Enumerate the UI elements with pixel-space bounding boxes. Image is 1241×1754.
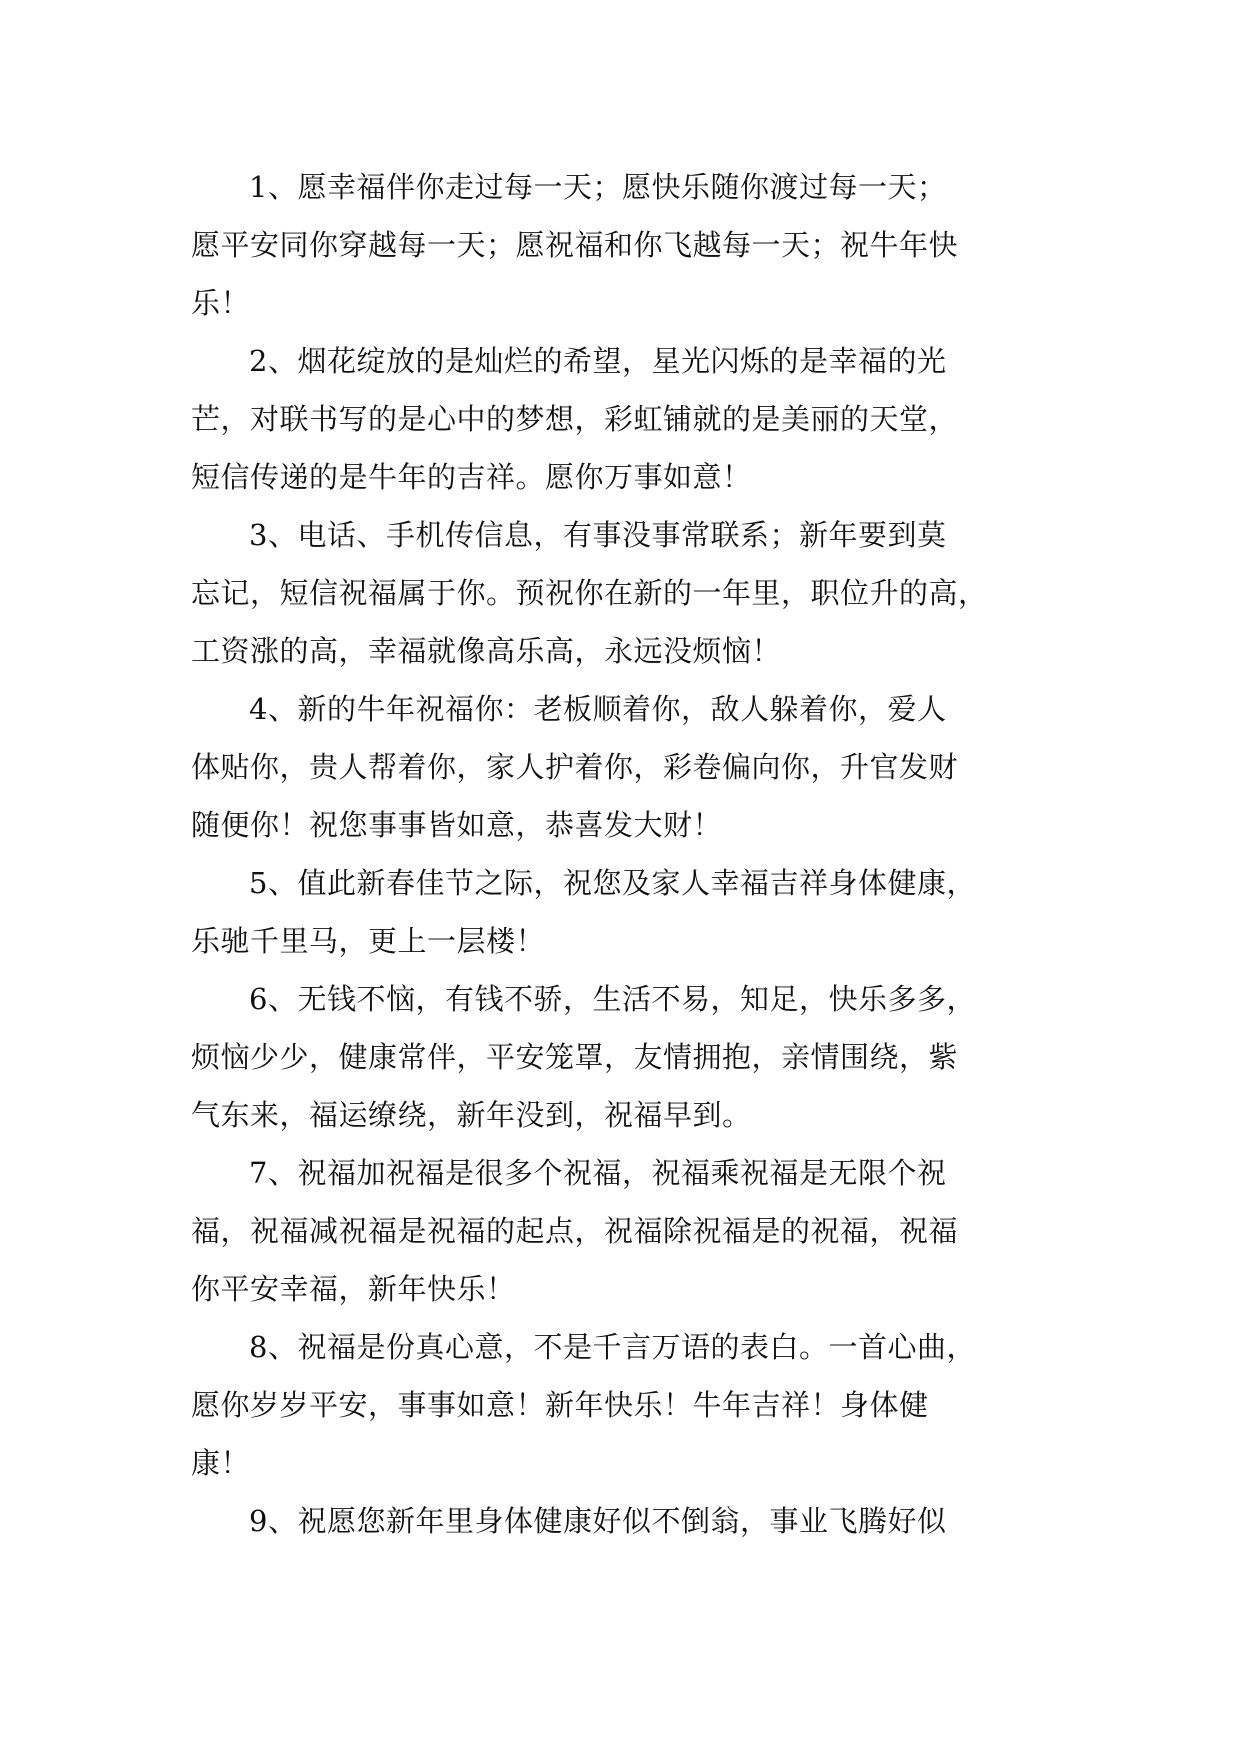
paragraph-line: 7、祝福加祝福是很多个祝福，祝福乘祝福是无限个祝 bbox=[249, 1156, 947, 1190]
paragraph-line: 4、新的牛年祝福你：老板顺着你，敌人躲着你，爱人 bbox=[249, 692, 947, 726]
paragraph-line: 2、烟花绽放的是灿烂的希望，星光闪烁的是幸福的光 bbox=[249, 344, 947, 378]
paragraph-line: 烦恼少少，健康常伴，平安笼罩，友情拥抱，亲情围绕，紫 bbox=[191, 1040, 959, 1074]
paragraph-line: 乐驰千里马，更上一层楼！ bbox=[191, 924, 546, 958]
paragraph-4 bbox=[191, 680, 1060, 854]
paragraph-line: 工资涨的高，幸福就像高乐高，永远没烦恼！ bbox=[191, 634, 782, 668]
paragraph-line: 你平安幸福，新年快乐！ bbox=[191, 1272, 516, 1306]
paragraph-9 bbox=[191, 1492, 1060, 1550]
paragraph-line: 短信传递的是牛年的吉祥。愿你万事如意！ bbox=[191, 460, 752, 494]
paragraph-8 bbox=[191, 1318, 1060, 1492]
paragraph-line: 3、电话、手机传信息，有事没事常联系；新年要到莫 bbox=[249, 518, 947, 552]
paragraph-line: 愿平安同你穿越每一天；愿祝福和你飞越每一天；祝牛年快 bbox=[191, 228, 959, 262]
document-page bbox=[191, 158, 1060, 1550]
paragraph-line: 1、愿幸福伴你走过每一天；愿快乐随你渡过每一天； bbox=[249, 170, 947, 204]
paragraph-line: 9、祝愿您新年里身体健康好似不倒翁，事业飞腾好似 bbox=[249, 1504, 947, 1538]
paragraph-line: 乐！ bbox=[191, 286, 251, 320]
paragraph-1 bbox=[191, 158, 1060, 332]
paragraph-6 bbox=[191, 970, 1060, 1144]
paragraph-line: 体贴你，贵人帮着你，家人护着你，彩卷偏向你，升官发财 bbox=[191, 750, 959, 784]
paragraph-7 bbox=[191, 1144, 1060, 1318]
paragraph-line: 康！ bbox=[191, 1446, 251, 1480]
paragraph-line: 5、值此新春佳节之际，祝您及家人幸福吉祥身体健康， bbox=[249, 866, 976, 900]
paragraph-line: 随便你！祝您事事皆如意，恭喜发大财！ bbox=[191, 808, 723, 842]
paragraph-line: 气东来，福运缭绕，新年没到，祝福早到。 bbox=[191, 1098, 752, 1132]
paragraph-line: 福，祝福减祝福是祝福的起点，祝福除祝福是的祝福，祝福 bbox=[191, 1214, 959, 1248]
paragraph-line: 芒，对联书写的是心中的梦想，彩虹铺就的是美丽的天堂， bbox=[191, 402, 959, 436]
paragraph-line: 愿你岁岁平安，事事如意！新年快乐！牛年吉祥！身体健 bbox=[191, 1388, 929, 1422]
paragraph-line: 6、无钱不恼，有钱不骄，生活不易，知足，快乐多多， bbox=[249, 982, 976, 1016]
paragraph-line: 忘记，短信祝福属于你。预祝你在新的一年里，职位升的高， bbox=[191, 576, 988, 610]
paragraph-5 bbox=[191, 854, 1060, 970]
paragraph-line: 8、祝福是份真心意，不是千言万语的表白。一首心曲， bbox=[249, 1330, 976, 1364]
paragraph-3 bbox=[191, 506, 1060, 680]
paragraph-2 bbox=[191, 332, 1060, 506]
